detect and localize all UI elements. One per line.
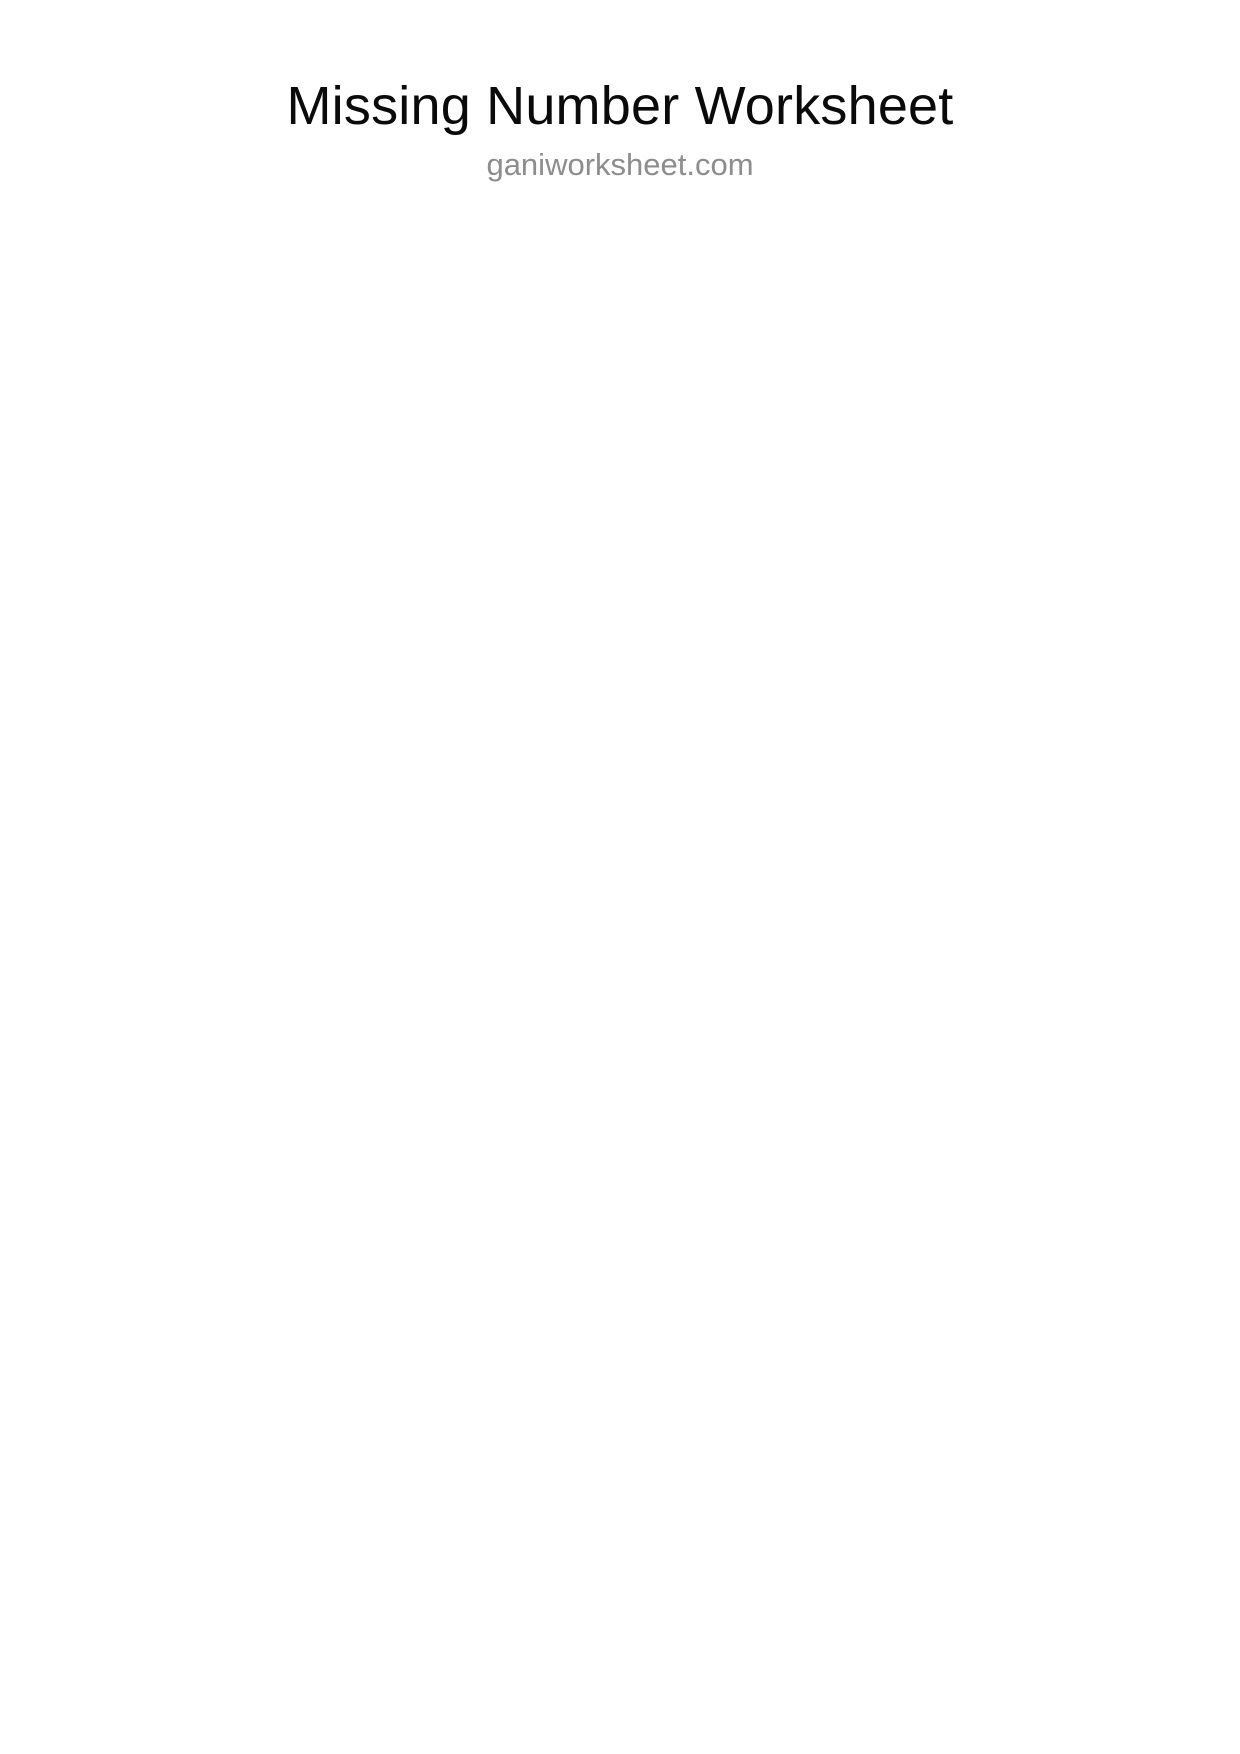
worksheet-header bbox=[0, 78, 1240, 181]
page-title: Missing Number Worksheet bbox=[286, 76, 954, 136]
problems-area bbox=[0, 305, 1240, 1425]
site-attribution: ganiworksheet.com bbox=[486, 146, 754, 182]
